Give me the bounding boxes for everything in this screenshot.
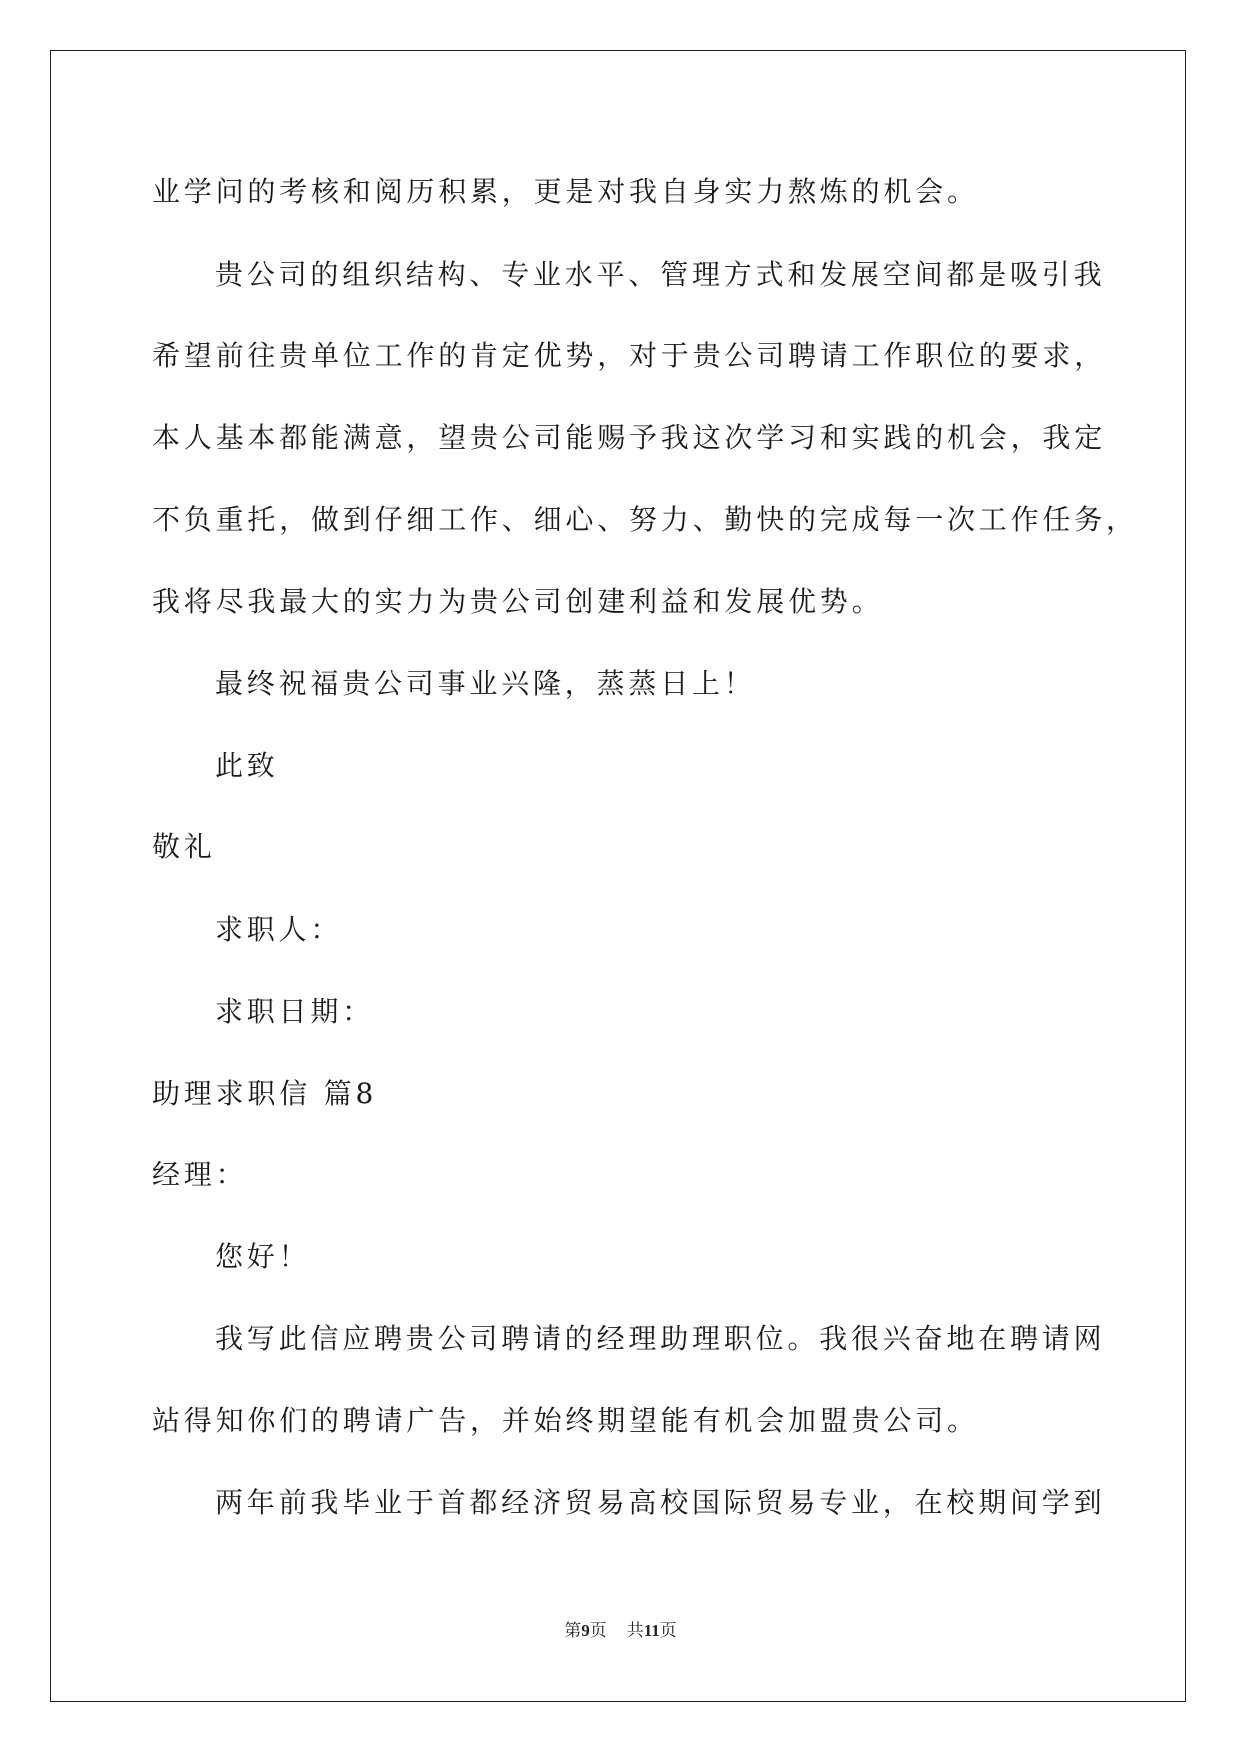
page-footer bbox=[0, 1620, 1241, 1642]
application-date-label: 求职日期： bbox=[215, 995, 375, 1028]
text-line: 我写此信应聘贵公司聘请的经理助理职位。我很兴奋地在聘请网 bbox=[215, 1322, 1106, 1355]
recipient-greeting: 经理： bbox=[152, 1158, 248, 1191]
text-line: 不负重托，做到仔细工作、细心、努力、勤快的完成每一次工作任务， bbox=[152, 503, 1138, 536]
text-line: 我将尽我最大的实力为贵公司创建利益和发展优势。 bbox=[152, 585, 884, 618]
page-number: 9 bbox=[581, 1621, 590, 1640]
section-heading: 助理求职信 篇8 bbox=[152, 1077, 378, 1110]
text-line: 希望前往贵单位工作的肯定优势，对于贵公司聘请工作职位的要求， bbox=[152, 339, 1107, 372]
footer-page-suffix: 页 bbox=[589, 1621, 607, 1641]
applicant-label: 求职人： bbox=[215, 913, 343, 946]
text-line: 最终祝福贵公司事业兴隆，蒸蒸日上！ bbox=[215, 667, 756, 700]
text-line: 站得知你们的聘请广告，并始终期望能有机会加盟贵公司。 bbox=[152, 1404, 979, 1437]
total-pages: 11 bbox=[643, 1621, 660, 1640]
footer-total-prefix: 共 bbox=[626, 1621, 644, 1641]
closing-regards: 敬礼 bbox=[152, 830, 216, 863]
page-frame bbox=[50, 50, 1186, 1702]
closing-salutation: 此致 bbox=[215, 749, 279, 782]
text-line: 贵公司的组织结构、专业水平、管理方式和发展空间都是吸引我 bbox=[215, 258, 1106, 291]
text-line: 本人基本都能满意，望贵公司能赐予我这次学习和实践的机会，我定 bbox=[152, 421, 1107, 454]
footer-total-suffix: 页 bbox=[659, 1621, 677, 1641]
text-line: 业学问的考核和阅历积累，更是对我自身实力熬炼的机会。 bbox=[152, 175, 979, 208]
footer-prefix: 第 bbox=[564, 1621, 582, 1641]
greeting: 您好！ bbox=[215, 1240, 311, 1273]
text-line: 两年前我毕业于首都经济贸易高校国际贸易专业，在校期间学到 bbox=[215, 1486, 1106, 1519]
